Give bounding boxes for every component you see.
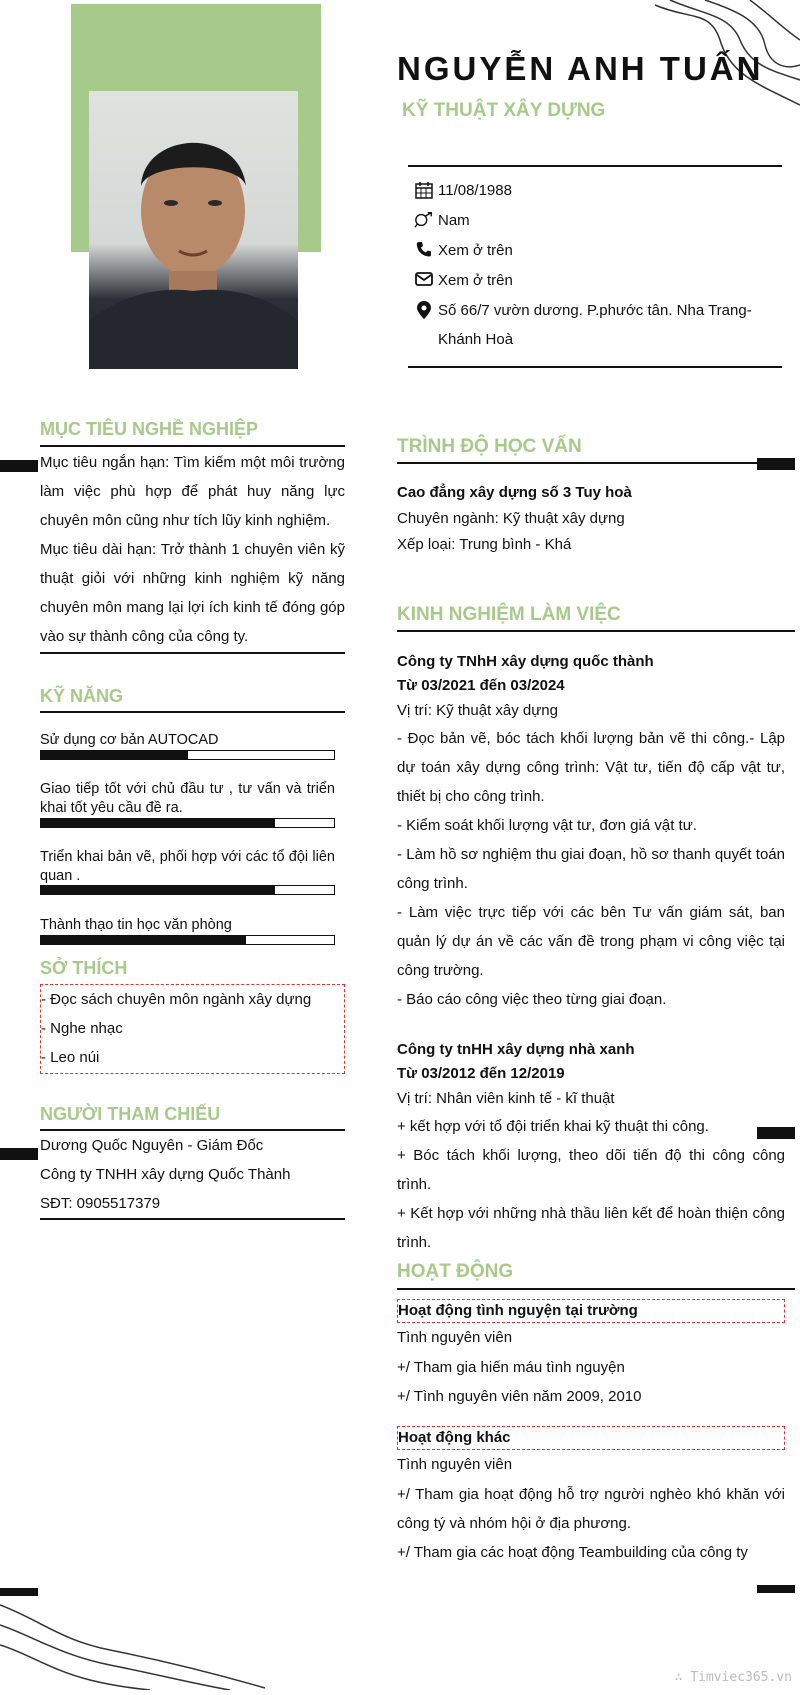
hobbies-list: [40, 984, 345, 1074]
skill-label: Thành thạo tin học văn phòng: [40, 917, 232, 933]
activity-name: Hoạt động tình nguyện tại trường: [397, 1299, 785, 1323]
hobby-item: - Nghe nhạc: [41, 1020, 123, 1037]
map-pin-icon: [414, 296, 434, 319]
experience-divider: [397, 630, 795, 632]
phone-icon: [414, 236, 434, 257]
job-entry: [397, 1038, 785, 1257]
education-major: Chuyên ngành: Kỹ thuật xây dựng: [397, 510, 625, 527]
left-marker-tab: [0, 1588, 38, 1596]
right-marker-tab: [757, 1127, 795, 1139]
contact-gender: [414, 206, 470, 235]
email-value: Xem ở trên: [438, 272, 513, 289]
objective-title: MỤC TIÊU NGHỀ NGHIỆP: [40, 419, 259, 439]
reference-line: Công ty TNHH xây dựng Quốc Thành: [40, 1166, 291, 1183]
job-period: Từ 03/2012 đến 12/2019: [397, 1065, 565, 1082]
hobbies-title: SỞ THÍCH: [40, 958, 128, 978]
job-period: Từ 03/2021 đến 03/2024: [397, 677, 565, 694]
watermark: ∴ Timviec365.vn: [674, 1670, 792, 1685]
skill-label: Triển khai bản vẽ, phối hợp với các tổ đội liên quan .: [40, 849, 335, 884]
envelope-icon: [414, 266, 434, 287]
activity-role: Tình nguyên viên: [397, 1329, 513, 1346]
objective-text: [40, 448, 345, 651]
education-block: [397, 480, 785, 558]
job-duty: - Đọc bản vẽ, bóc tách khối lượng bản vẽ thi công.- Lập dự toán xây dựng công trình: Vật tư, tiến độ cấp vật tư, thiết bị cho công trình.: [397, 730, 785, 805]
objective-short-term: Mục tiêu ngắn hạn: Tìm kiếm một môi trường làm việc phù hợp để phát huy năng lực chuyên môn cũng như tích lũy kinh nghiệm.: [40, 454, 345, 529]
references-bottom-divider: [40, 1218, 345, 1220]
activity-name: Hoạt động khác: [397, 1426, 785, 1450]
activity-entry: [397, 1426, 785, 1567]
skill-bar: [40, 750, 335, 760]
reference-line: Dương Quốc Nguyên - Giám Đốc: [40, 1137, 264, 1154]
objective-bottom-divider: [40, 652, 345, 654]
job-duty: - Báo cáo công việc theo từng giai đoạn.: [397, 991, 667, 1008]
activity-detail: +/ Tham gia hoạt động hỗ trợ người nghèo khó khăn với công tý và nhóm hội ở địa phương.: [397, 1486, 785, 1532]
activities-divider: [397, 1288, 795, 1290]
references-title: NGƯỜI THAM CHIẾU: [40, 1104, 221, 1124]
candidate-name: NGUYỄN ANH TUẤN: [397, 50, 764, 87]
activity-detail: +/ Tình nguyên viên năm 2009, 2010: [397, 1388, 642, 1405]
job-duty: - Làm hồ sơ nghiệm thu giai đoạn, hồ sơ thanh quyết toán công trình.: [397, 846, 785, 892]
hobby-item: - Leo núi: [41, 1049, 100, 1066]
activity-entry: [397, 1299, 785, 1411]
skill-bar: [40, 885, 335, 895]
contact-email: [414, 266, 513, 295]
profile-photo: [89, 91, 298, 369]
contact-phone: [414, 236, 513, 265]
skill-bar: [40, 818, 335, 828]
skill-label: Giao tiếp tốt với chủ đầu tư , tư vấn và triển khai tốt yêu cầu đề ra.: [40, 781, 335, 816]
address-line-2: Khánh Hoà: [438, 331, 514, 348]
skill-bar-fill: [41, 936, 246, 944]
job-title: KỸ THUẬT XÂY DỰNG: [402, 100, 606, 121]
job-duty: + Kết hợp với những nhà thầu liên kết để hoàn thiện công trình.: [397, 1205, 785, 1251]
job-duty: - Làm việc trực tiếp với các bên Tư vấn giám sát, ban quản lý dự án về các vấn đề trong phạm vi công việc tại công trường.: [397, 904, 785, 979]
activity-detail: +/ Tham gia các hoạt động Teambuilding của công ty: [397, 1544, 748, 1561]
skill-bar-fill: [41, 751, 188, 759]
left-marker-tab: [0, 460, 38, 472]
education-school: Cao đẳng xây dựng số 3 Tuy hoà: [397, 484, 632, 501]
job-duty: + kết hợp với tổ đội triển khai kỹ thuật thi công.: [397, 1118, 709, 1135]
left-marker-tab: [0, 1148, 38, 1160]
skill-bar: [40, 935, 335, 945]
calendar-icon: [414, 176, 434, 199]
education-grade: Xếp loại: Trung bình - Khá: [397, 536, 572, 553]
right-marker-tab: [757, 1585, 795, 1593]
contact-bottom-divider: [408, 366, 782, 368]
reference-line: SĐT: 0905517379: [40, 1195, 161, 1212]
decorative-waves-bottom: [0, 1590, 270, 1690]
references-text: [40, 1131, 345, 1218]
skill-label: Sử dụng cơ bản AUTOCAD: [40, 732, 219, 748]
activities-title: HOẠT ĐỘNG: [397, 1261, 514, 1282]
job-duty: - Kiểm soát khối lượng vật tư, đơn giá vật tư.: [397, 817, 697, 834]
skill-bar-fill: [41, 886, 275, 894]
contact-dob: [414, 176, 512, 205]
right-marker-tab: [757, 458, 795, 470]
activity-role: Tình nguyên viên: [397, 1456, 513, 1473]
job-duty: + Bóc tách khối lượng, theo dõi tiến độ thi công công trình.: [397, 1147, 785, 1193]
experience-title: KINH NGHIỆM LÀM VIỆC: [397, 604, 621, 625]
contact-address: [414, 296, 752, 354]
gender-value: Nam: [438, 212, 470, 229]
job-company: Công ty tnHH xây dựng nhà xanh: [397, 1041, 635, 1058]
address-line-1: Số 66/7 vườn dương. P.phước tân. Nha Trang-: [438, 302, 752, 319]
education-title: TRÌNH ĐỘ HỌC VẤN: [397, 436, 582, 457]
skill-bar-fill: [41, 819, 275, 827]
phone-value: Xem ở trên: [438, 242, 513, 259]
job-company: Công ty TNhH xây dựng quốc thành: [397, 653, 654, 670]
job-position: Vị trí: Nhân viên kinh tế - kĩ thuật: [397, 1090, 615, 1107]
job-entry: [397, 650, 785, 1014]
contact-top-divider: [408, 165, 782, 167]
job-position: Vị trí: Kỹ thuật xây dựng: [397, 702, 558, 719]
skills-title: KỸ NĂNG: [40, 686, 124, 706]
hobby-item: - Đọc sách chuyên môn ngành xây dựng: [41, 991, 312, 1008]
skills-divider: [40, 711, 345, 713]
objective-long-term: Mục tiêu dài hạn: Trở thành 1 chuyên viên kỹ thuật giỏi với những kinh nghiệm kỹ năng chuyên môn mang lại lợi ích kinh tế đóng góp vào sự thành công của công ty.: [40, 541, 345, 645]
activity-detail: +/ Tham gia hiến máu tình nguyện: [397, 1359, 625, 1376]
dob-value: 11/08/1988: [438, 182, 512, 199]
objective-divider: [40, 445, 345, 447]
education-divider: [397, 462, 795, 464]
gender-icon: [414, 206, 434, 229]
